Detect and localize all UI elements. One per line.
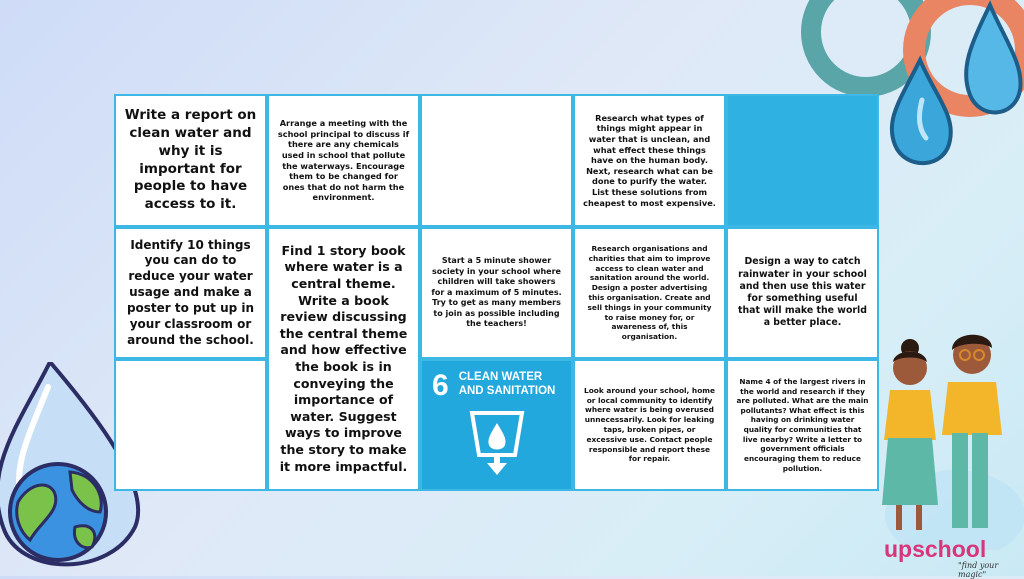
- sdg-title: CLEAN WATER AND SANITATION: [458, 371, 556, 397]
- task-cell: [267, 94, 420, 227]
- upschool-logo: upschool: [884, 536, 987, 562]
- students-illustration: [860, 320, 1024, 550]
- task-cell: [420, 227, 573, 359]
- task-text: Name 4 of the largest rivers in the world and research if they are polluted. What are the main pollutants? What effect is this having on drinking water quality for communities that live nearby? Write a letter to government officials encouraging them to reduce pollution.: [736, 376, 869, 473]
- task-cell: [573, 227, 726, 359]
- sdg6-badge: [420, 359, 573, 491]
- task-board: [114, 94, 879, 491]
- brand-tagline: "find your magic": [958, 561, 999, 579]
- task-text: Arrange a meeting with the school principal to discuss if there are any chemicals used in school that pollute the waterways. Encourage them to be changed for ones that do not harm the environment.: [277, 117, 410, 203]
- task-text: Design a way to catch rainwater in your school and then use this water for something useful that will make the world a better place.: [738, 256, 867, 329]
- task-text: Look around your school, home or local community to identify where water is being overused unnecessarily. Look for leaking taps, broken pipes, or excessive use. Contact people responsible and report these for repair.: [584, 385, 715, 464]
- glass-water-icon: [467, 409, 527, 477]
- task-text: Research organisations and charities that aim to improve access to clean water and sanitation around the world. Design a poster advertising this organisation. Create and sell things in your community to raise money for, or awareness of, this organisation.: [587, 244, 712, 342]
- task-cell: [573, 94, 726, 227]
- task-cell: [267, 227, 420, 491]
- empty-cell: [114, 359, 267, 491]
- task-text: Find 1 story book where water is a central theme. Write a book review discussing the central theme and how effective the book is in conveying the importance of water. Suggest ways to improve the story to make it more impactful.: [279, 242, 408, 474]
- task-text: Start a 5 minute shower society in your school where children will take showers for a maximum of 5 minutes. Try to get as many members to join as possible including the teachers!: [431, 256, 562, 329]
- task-text: Research what types of things might appear in water that is unclean, and what effect these things have on the human body. Next, research what can be done to purify the water. List these solutions from cheapest to most expensive.: [583, 112, 716, 208]
- empty-cell: [420, 94, 573, 227]
- blue-cell: [726, 94, 879, 227]
- task-cell: [726, 359, 879, 491]
- task-cell: [114, 94, 267, 227]
- sdg-number: 6: [432, 369, 449, 402]
- task-cell: [114, 227, 267, 359]
- task-text: Identify 10 things you can do to reduce your water usage and make a poster to put up in your classroom or around the school.: [126, 237, 255, 347]
- task-cell: [726, 227, 879, 359]
- task-cell: [573, 359, 726, 491]
- task-text: Write a report on clean water and why it is important for people to have access to it.: [124, 107, 257, 213]
